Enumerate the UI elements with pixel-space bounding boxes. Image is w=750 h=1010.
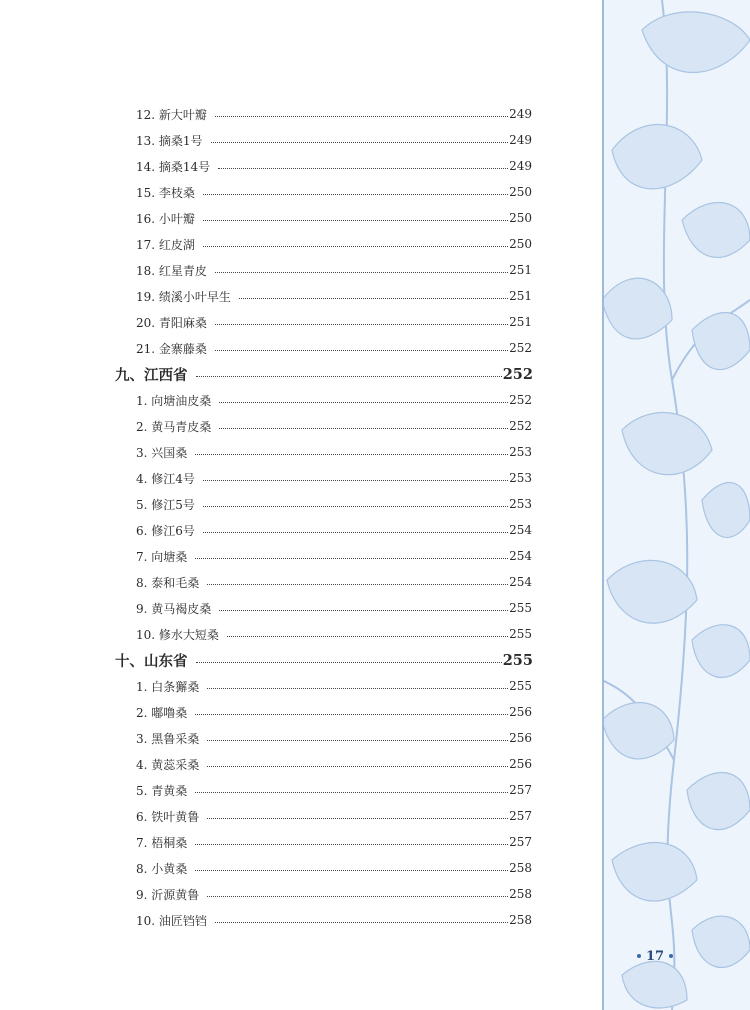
toc-entry-label: 19. 绩溪小叶早生 [136,289,231,304]
toc-entry-row [136,491,532,517]
dot-leader [215,922,508,923]
toc-entry-page: 256 [509,757,532,771]
toc-entry-page: 258 [509,887,532,901]
toc-entry-row [136,751,532,777]
bullet-right [669,954,673,958]
dot-leader [215,116,508,117]
toc-entry-row [136,153,532,179]
dot-leader [207,896,508,897]
dot-leader [207,688,508,689]
toc-entry-page: 257 [509,783,532,797]
dot-leader [215,324,508,325]
toc-entry-row [136,621,532,647]
toc-entry-page: 253 [509,445,532,459]
dot-leader [215,350,508,351]
toc-entry-page: 250 [509,211,532,225]
toc-entry-row [136,595,532,621]
toc-section-row [115,647,533,673]
dot-leader [207,818,508,819]
dot-leader [211,142,509,143]
toc-entry-label: 九、江西省 [115,366,188,384]
toc-entry-label: 3. 黑鲁采桑 [136,731,200,746]
toc-entry-page: 257 [509,835,532,849]
toc-entry-page: 255 [509,601,532,615]
toc-entry-page: 254 [509,549,532,563]
toc-entry-label: 4. 黄蕊采桑 [136,757,200,772]
toc-entry-label: 15. 李枝桑 [136,185,195,200]
toc-entry-label: 9. 沂源黄鲁 [136,887,200,902]
dot-leader [196,662,502,663]
dot-leader [207,766,508,767]
toc-entry-label: 21. 金寨藤桑 [136,341,207,356]
toc-entry-page: 251 [509,315,532,329]
toc-entry-row [136,101,532,127]
dot-leader [227,636,508,637]
dot-leader [203,506,508,507]
toc-entry-page: 250 [509,237,532,251]
toc-entry-label: 17. 红皮湖 [136,237,195,252]
toc-entry-row [136,881,532,907]
dot-leader [195,870,508,871]
toc-entry-label: 7. 梧桐桑 [136,835,188,850]
toc-entry-page: 250 [509,185,532,199]
toc-entry-row [136,335,532,361]
toc-entry-row [136,803,532,829]
dot-leader [207,740,508,741]
toc-entry-row [136,777,532,803]
toc-entry-page: 255 [509,679,532,693]
toc-entry-page: 256 [509,705,532,719]
toc-entry-label: 10. 油匠铛铛 [136,913,207,928]
dot-leader [203,480,508,481]
dot-leader [196,376,502,377]
toc-entry-label: 18. 红星青皮 [136,263,207,278]
toc-entry-page: 257 [509,809,532,823]
toc-entry-label: 十、山东省 [115,652,188,670]
toc-entry-page: 254 [509,523,532,537]
toc-entry-label: 4. 修江4号 [136,471,195,486]
page-number-text: 17 [645,948,665,964]
toc-entry-page: 253 [509,497,532,511]
toc-entry-row [136,517,532,543]
toc-entry-row [136,179,532,205]
toc-entry-row [136,231,532,257]
dot-leader [219,428,508,429]
toc-entry-row [136,725,532,751]
bullet-left [637,954,641,958]
toc-entry-label: 2. 嘟噜桑 [136,705,188,720]
toc-entry-label: 6. 铁叶黄鲁 [136,809,200,824]
toc-entry-label: 5. 青黄桑 [136,783,188,798]
toc-entry-label: 20. 青阳麻桑 [136,315,207,330]
dot-leader [195,844,508,845]
toc-entry-label: 6. 修江6号 [136,523,195,538]
toc-entry-page: 251 [509,263,532,277]
toc-entry-row [136,465,532,491]
toc-entry-row [136,543,532,569]
toc-entry-row [136,309,532,335]
mulberry-leaf-illustration [602,0,750,1010]
toc-entry-page: 251 [509,289,532,303]
toc-entry-row [136,205,532,231]
toc-entry-row [136,439,532,465]
toc-entry-page: 256 [509,731,532,745]
toc-entry-page: 258 [509,913,532,927]
toc-entry-row [136,283,532,309]
toc-entry-page: 249 [509,107,532,121]
toc-entry-page: 252 [509,341,532,355]
dot-leader [195,792,508,793]
toc-entry-page: 253 [509,471,532,485]
toc-entry-label: 7. 向塘桑 [136,549,188,564]
toc-entry-page: 255 [502,651,533,669]
toc-entry-page: 252 [509,419,532,433]
toc-entry-label: 10. 修水大短桑 [136,627,219,642]
toc-entry-label: 5. 修江5号 [136,497,195,512]
dot-leader [203,194,508,195]
dot-leader [195,714,508,715]
toc-entry-row [136,387,532,413]
toc-entry-row [136,257,532,283]
toc-entry-label: 9. 黄马褐皮桑 [136,601,212,616]
toc-entry-page: 255 [509,627,532,641]
dot-leader [203,246,508,247]
toc-entry-label: 2. 黄马青皮桑 [136,419,212,434]
decorative-sidebar [602,0,750,1010]
toc-entry-page: 254 [509,575,532,589]
toc-entry-row [136,673,532,699]
dot-leader [219,610,508,611]
toc-entry-page: 249 [509,133,532,147]
toc-entry-label: 8. 小黄桑 [136,861,188,876]
dot-leader [195,454,508,455]
toc-entry-label: 14. 摘桑14号 [136,159,211,174]
dot-leader [195,558,508,559]
toc-entry-label: 1. 向塘油皮桑 [136,393,212,408]
toc-entry-label: 12. 新大叶瓣 [136,107,207,122]
page-number [630,946,680,966]
dot-leader [219,402,508,403]
toc-entry-page: 258 [509,861,532,875]
toc-entry-row [136,699,532,725]
dot-leader [207,584,508,585]
toc-entry-row [136,127,532,153]
toc-entry-row [136,829,532,855]
dot-leader [203,220,508,221]
toc-entry-label: 3. 兴国桑 [136,445,188,460]
toc-entry-page: 252 [509,393,532,407]
toc-entry-label: 1. 白条獬桑 [136,679,200,694]
toc-entry-page: 252 [502,365,533,383]
toc-entry-label: 16. 小叶瓣 [136,211,195,226]
toc-section-row [115,361,533,387]
toc-entry-label: 8. 泰和毛桑 [136,575,200,590]
toc-entry-row [136,413,532,439]
sidebar-divider [602,0,604,1010]
toc-entry-row [136,569,532,595]
toc-entry-row [136,907,532,933]
toc-entry-label: 13. 摘桑1号 [136,133,203,148]
dot-leader [215,272,508,273]
dot-leader [239,298,508,299]
toc-entry-row [136,855,532,881]
dot-leader [203,532,508,533]
dot-leader [218,168,508,169]
toc-entry-page: 249 [509,159,532,173]
